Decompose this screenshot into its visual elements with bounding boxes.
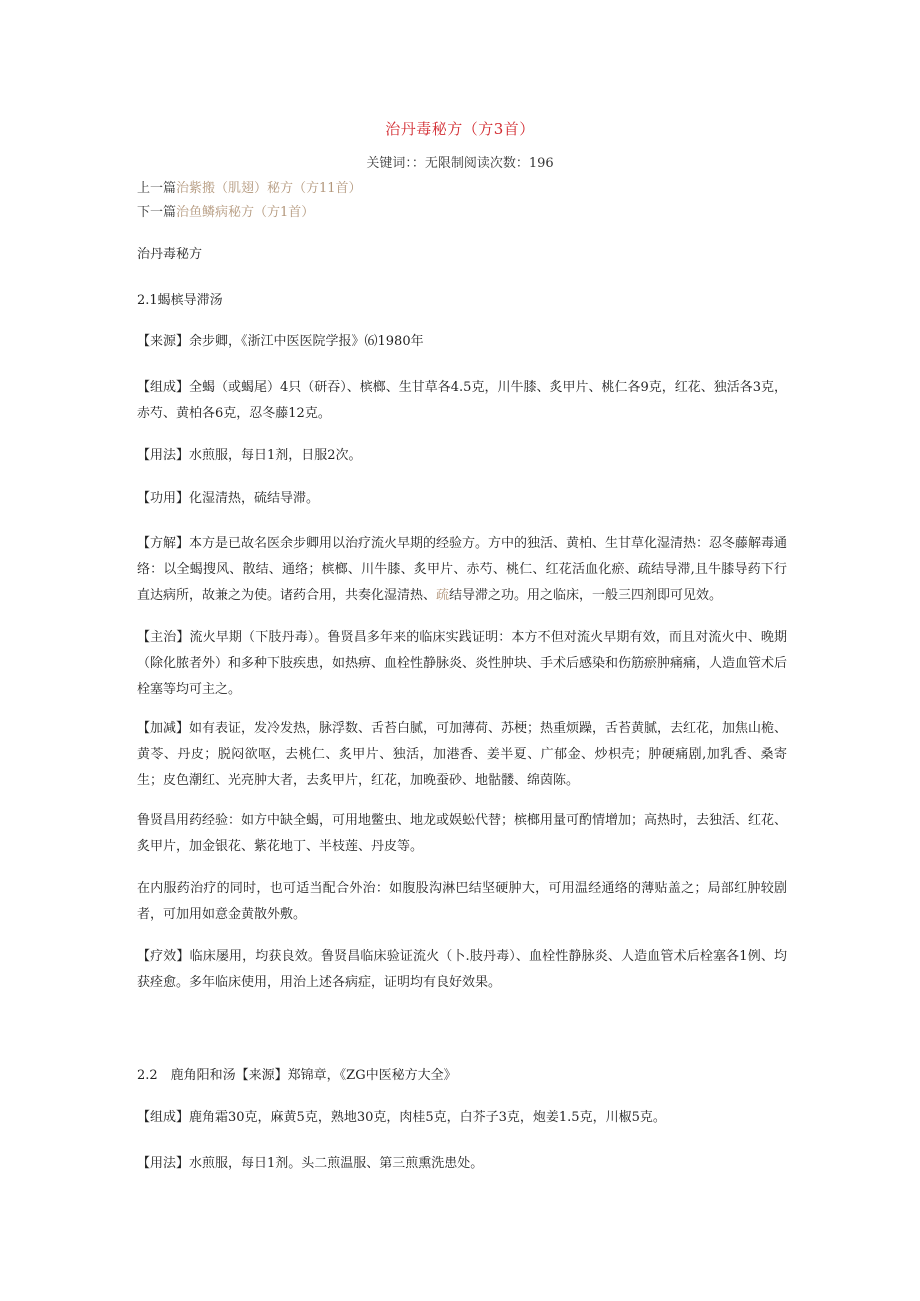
- explanation-text-end: 结导滞之功。用之临床，一般三四剂即可见效。: [449, 588, 723, 603]
- page-title: 治丹毒秘方（方3首）: [385, 120, 535, 138]
- section-heading: 治丹毒秘方: [137, 247, 203, 262]
- medication-experience: 鲁贤昌用药经验：如方中缺全蝎，可用地鳖虫、地龙或娱蚣代替；槟榔用量可酌情增加；高热时，去独活、红花、炙甲片，加金银花、紫花地丁、半枝莲、丹皮等。: [137, 813, 788, 854]
- article-meta: 关键词：：无限制阅读次数：196: [366, 156, 554, 171]
- recipe-function: 【功用】化湿清热，硫结导滞。: [137, 491, 320, 506]
- next-label: 下一篇: [137, 205, 177, 220]
- recipe-composition: 【组成】全蝎（或蝎尾）4只（研吞）、槟榔、生甘草各4.5克，川牛膝、炙甲片、桃仁各9克，红花、独活各3克，赤芍、黄柏各6克，忍冬藤12克。: [137, 380, 787, 421]
- recipe-composition-2: 【组成】鹿角霜30克，麻黄5克，熟地30克，肉桂5克，白芥子3克，炮姜1.5克，川椒5克。: [137, 1110, 666, 1125]
- recipe-indication: 【主治】流火早期（下肢丹毒）。鲁贤昌多年来的临床实践证明：本方不但对流火早期有效，而且对流火中、晚期（除化脓者外）和多种下肢疾患，如热痹、血栓性静脉炎、炎性肿块、手术后感染和伤筋瘀肿痛痛，人造血管术后栓塞等均可主之。: [137, 630, 788, 697]
- external-treatment: 在内服药治疗的同时，也可适当配合外治：如腹股沟淋巴结坚硬肿大，可用温经通络的薄贴盖之；局部红肿较剧者，可加用如意金黄散外敷。: [137, 881, 787, 922]
- recipe-source: 【来源】余步卿，《浙江中医医院学报》⑹1980年: [137, 334, 424, 349]
- recipe-efficacy: 【疗效】临床屡用，均获良效。鲁贤昌临床验证流火（卜.肢丹毒）、血栓性静脉炎、人造血管术后栓塞各1例、均获痊愈。多年临床使用，用治上述各病症，证明均有良好效果。: [137, 949, 787, 990]
- explanation-text: 【方解】本方是已故名医余步卿用以治疗流火早期的经验方。方中的独活、黄柏、生甘草化湿清热：忍冬藤解毒通络：以全蝎搜风、散结、通络；槟榔、川牛膝、炙甲片、赤芍、桃仁、红花活血化瘀、疏结导滞,且牛膝导药下行直达病所，故兼之为使。诸药合用，共奏化湿清热、: [137, 536, 788, 603]
- recipe-title: 2.1蝎槟导滞汤: [137, 293, 223, 308]
- recipe-modification: 【加减】如有表证，发冷发热，脉浮数、舌苔白腻，可加薄荷、苏梗；热重烦躁，舌苔黄腻，去红花，加焦山桅、黄苓、丹皮；脱闷欲呕，去桃仁、炙甲片、独活，加港香、姜半夏、广郁金、炒枳壳；肿硬痛剧,加乳香、桑寄生；皮色潮红、光亮肿大者，去炙甲片，红花，加晚蚕砂、地骷髅、绵茵陈。: [137, 721, 788, 788]
- prev-label: 上一篇: [137, 181, 177, 196]
- recipe-explanation: [137, 531, 787, 609]
- recipe-usage: 【用法】水煎服，每日1剂，日服2次。: [137, 448, 362, 463]
- explanation-highlight: 疏: [436, 588, 450, 603]
- prev-article-link[interactable]: 治紫搬（肌翅）秘方（方11首）: [176, 181, 362, 196]
- next-article-link[interactable]: 治鱼鳞病秘方（方1首）: [176, 205, 315, 220]
- prev-article-nav: [137, 177, 362, 196]
- recipe-title-2: 2.2 鹿角阳和汤【来源】郑锦章，《ZG中医秘方大全》: [137, 1068, 457, 1083]
- next-article-nav: [137, 201, 314, 220]
- recipe-usage-2: 【用法】水煎服，每日1剂。头二煎温服、第三煎熏洗患处。: [137, 1156, 484, 1171]
